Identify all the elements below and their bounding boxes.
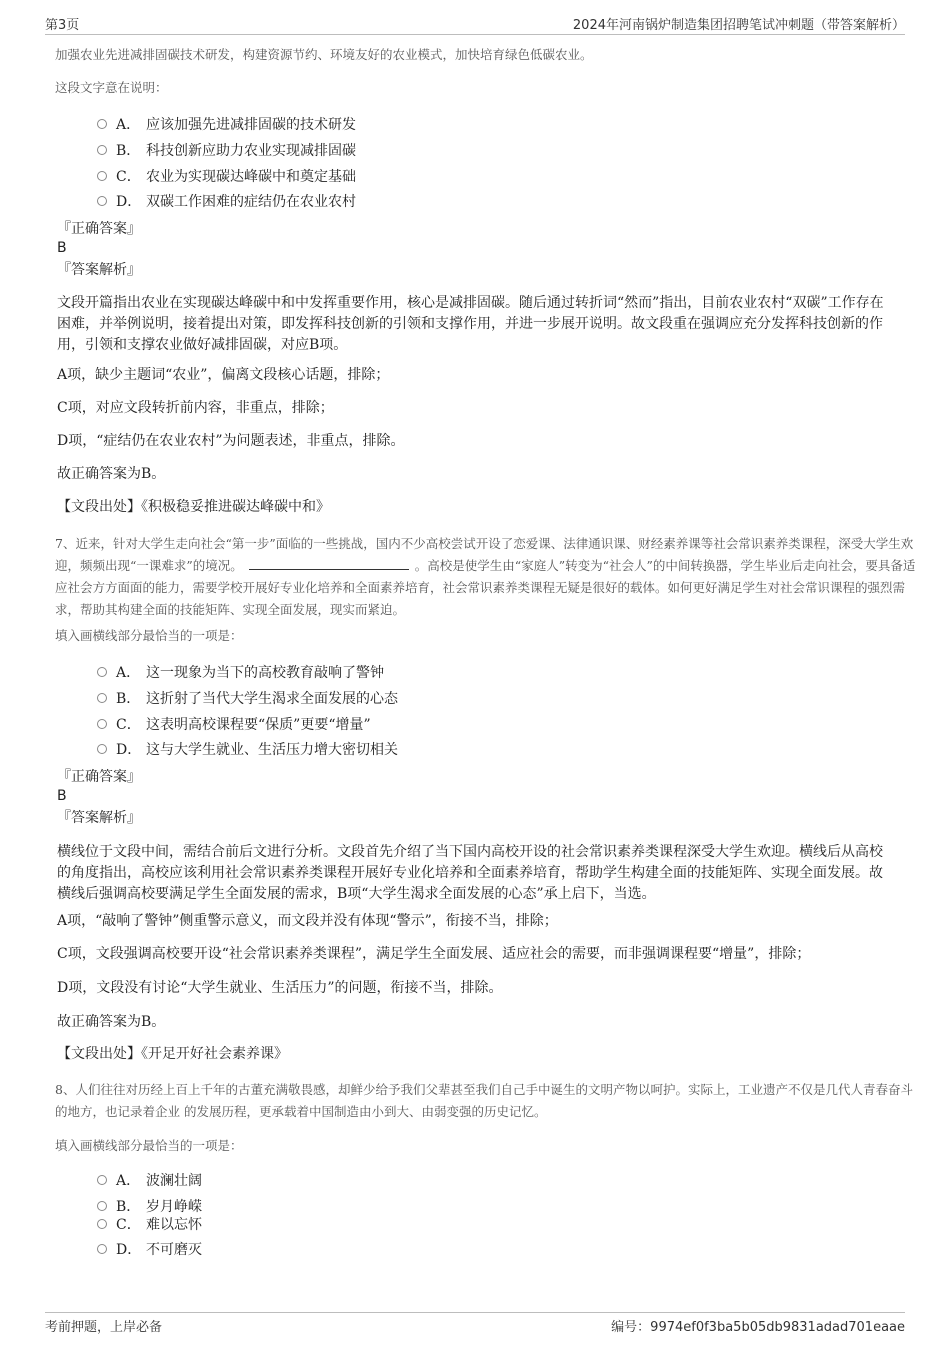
- document-code: 编号：9974ef0f3ba5b05db9831adad701eaae: [611, 1320, 905, 1335]
- q8-option-d[interactable]: D． 不可磨灭: [97, 1240, 202, 1260]
- q6-analysis-d: D项，“症结仍在农业农村”为问题表述，非重点，排除。: [57, 433, 405, 449]
- q7-answer: B: [57, 788, 67, 804]
- radio-icon[interactable]: [97, 667, 107, 677]
- q6-source: 【文段出处】《积极稳妥推进碳达峰碳中和》: [57, 499, 330, 515]
- q6-analysis-conclusion: 故正确答案为B。: [57, 466, 166, 482]
- radio-icon[interactable]: [97, 119, 107, 129]
- q6-prompt: 这段文字意在说明：: [55, 80, 168, 95]
- q6-analysis-a: A项，缺少主题词“农业”，偏离文段核心话题，排除；: [57, 367, 390, 383]
- q8-text: 8、人们往往对历经上百上千年的古董充满敬畏感，却鲜少给予我们父辈甚至我们自己手中诞生的文明产物以呵护。实际上，工业遗产不仅是几代人青春奋斗的地方，也记录着企业 的发展历程，更承载着中国制造由小到大、由弱变强的历史记忆。: [55, 1082, 913, 1119]
- q6-option-d[interactable]: D． 双碳工作困难的症结仍在农业农村: [97, 192, 356, 212]
- radio-icon[interactable]: [97, 719, 107, 729]
- q7-source: 【文段出处】《开足开好社会素养课》: [57, 1046, 288, 1062]
- q8-prompt: 填入画横线部分最恰当的一项是：: [55, 1138, 243, 1153]
- q7-analysis-d: D项，文段没有讨论“大学生就业、生活压力”的问题，衔接不当，排除。: [57, 980, 503, 996]
- q7-answer-label: 『正确答案』: [57, 769, 141, 785]
- fill-blank: [249, 557, 409, 570]
- q8-option-c[interactable]: C． 难以忘怀: [97, 1215, 202, 1235]
- q6-option-c[interactable]: C． 农业为实现碳达峰碳中和奠定基础: [97, 167, 356, 187]
- q7-option-d[interactable]: D． 这与大学生就业、生活压力增大密切相关: [97, 740, 398, 760]
- radio-icon[interactable]: [97, 693, 107, 703]
- radio-icon[interactable]: [97, 1201, 107, 1211]
- q6-option-b[interactable]: B． 科技创新应助力农业实现减排固碳: [97, 141, 356, 161]
- q7-option-a[interactable]: A． 这一现象为当下的高校教育敲响了警钟: [97, 663, 384, 683]
- radio-icon[interactable]: [97, 1175, 107, 1185]
- q6-option-a[interactable]: A． 应该加强先进减排固碳的技术研发: [97, 115, 356, 135]
- q6-answer-label: 『正确答案』: [57, 221, 141, 237]
- q7-analysis-label: 『答案解析』: [57, 810, 141, 826]
- page-header: [45, 12, 905, 35]
- footer-slogan: 考前押题，上岸必备: [45, 1320, 163, 1335]
- q8-option-a[interactable]: A． 波澜壮阔: [97, 1171, 202, 1191]
- q7-option-c[interactable]: C． 这表明高校课程要“保质”更要“增量”: [97, 715, 371, 735]
- q7-analysis-a: A项，“敲响了警钟”侧重警示意义，而文段并没有体现“警示”，衔接不当，排除；: [57, 913, 558, 929]
- q6-analysis-label: 『答案解析』: [57, 262, 141, 278]
- radio-icon[interactable]: [97, 1244, 107, 1254]
- q6-analysis-main: 文段开篇指出农业在实现碳达峰碳中和中发挥重要作用，核心是减排固碳。随后通过转折词“然而”指出，目前农业农村“双碳”工作存在困难，并举例说明，接着提出对策，即发挥科技创新的引领和支撑作用，并进一步展开说明。故文段重在强调应充分发挥科技创新的作用，引领和支撑农业做好减排固碳，对应B项。: [57, 295, 884, 353]
- q7-text: 7、近来，针对大学生走向社会“第一步”面临的一些挑战，国内不少高校尝试开设了恋爱课、法律通识课、财经素养课等社会常识素养类课程，深受大学生欢迎，频频出现“一课难求”的境况。 。高校是使学生由“家庭人”转变为“社会人”的中间转换器，学生毕业后走向社会，要具备适应社会方方面面的能力，需要学校开展好专业化培养和全面素养培育，社会常识素养类课程无疑是很好的载体。如何更好满足学生对社会常识课程的强烈需求，帮助其构建全面的技能矩阵、实现全面发展，现实而紧迫。: [55, 536, 916, 617]
- radio-icon[interactable]: [97, 196, 107, 206]
- page-number: 第3页: [45, 18, 80, 33]
- q7-option-b[interactable]: B． 这折射了当代大学生渴求全面发展的心态: [97, 689, 398, 709]
- q7-analysis-c: C项，文段强调高校要开设“社会常识素养类课程”，满足学生全面发展、适应社会的需要，而非强调课程要“增量”，排除；: [57, 946, 811, 962]
- q6-analysis-c: C项，对应文段转折前内容，非重点，排除；: [57, 400, 334, 416]
- page-footer: [45, 1312, 905, 1335]
- radio-icon[interactable]: [97, 171, 107, 181]
- q7-analysis-conclusion: 故正确答案为B。: [57, 1014, 166, 1030]
- document-title: 2024年河南锅炉制造集团招聘笔试冲刺题（带答案解析）: [572, 18, 905, 33]
- q6-text: 加强农业先进减排固碳技术研发，构建资源节约、环境友好的农业模式，加快培育绿色低碳农业。: [55, 47, 593, 62]
- q6-answer: B: [57, 240, 67, 256]
- q7-analysis-main: 横线位于文段中间，需结合前后文进行分析。文段首先介绍了当下国内高校开设的社会常识素养类课程深受大学生欢迎。横线后从高校的角度指出，高校应该利用社会常识素养类课程开展好专业化培养和全面素养培育，帮助学生构建全面的技能矩阵、实现全面发展。故横线后强调高校要满足学生全面发展的需求，B项“大学生渴求全面发展的心态”承上启下，当选。: [57, 844, 883, 902]
- radio-icon[interactable]: [97, 1219, 107, 1229]
- q8-option-b[interactable]: B． 岁月峥嵘: [97, 1197, 202, 1217]
- radio-icon[interactable]: [97, 744, 107, 754]
- radio-icon[interactable]: [97, 145, 107, 155]
- q7-prompt: 填入画横线部分最恰当的一项是：: [55, 628, 243, 643]
